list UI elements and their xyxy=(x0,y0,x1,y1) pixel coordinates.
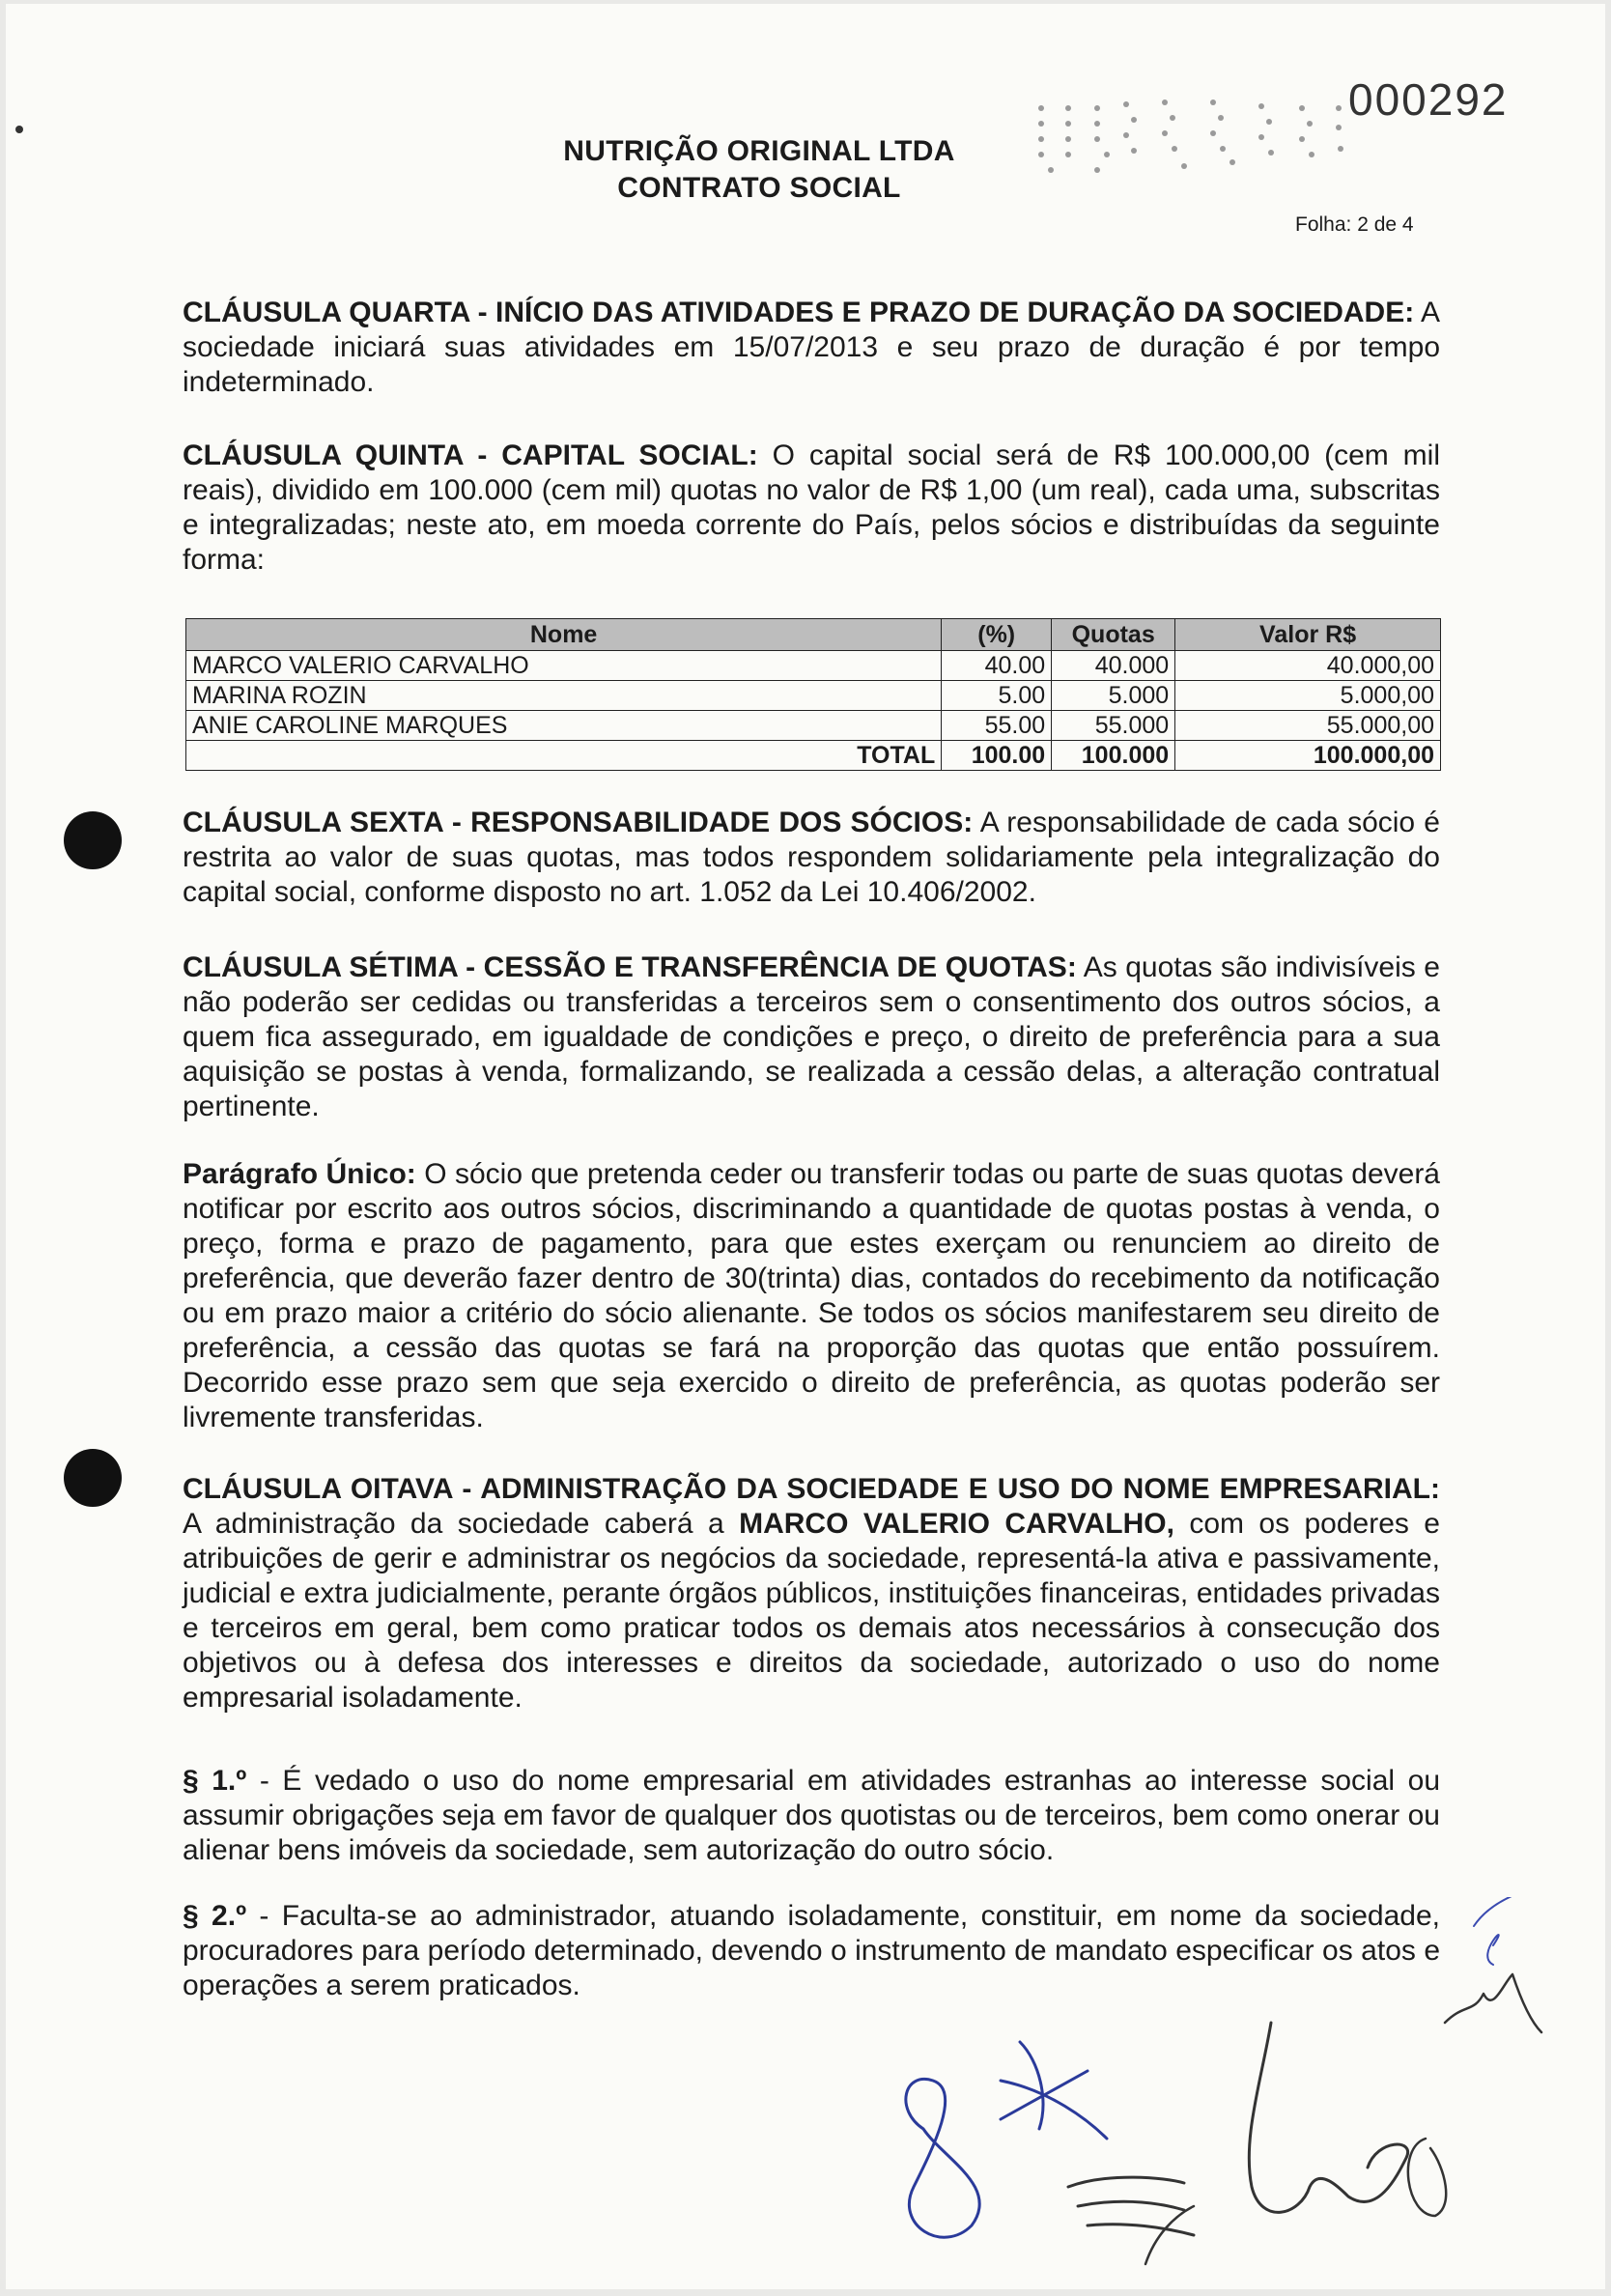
partner-percent: 5.00 xyxy=(942,681,1052,711)
partner-name: ANIE CAROLINE MARQUES xyxy=(186,711,942,741)
document-type: CONTRATO SOCIAL xyxy=(617,172,901,204)
company-name: NUTRIÇÃO ORIGINAL LTDA xyxy=(563,135,955,167)
table-total-row xyxy=(186,741,1441,771)
clause-sexta-title: CLÁUSULA SEXTA - RESPONSABILIDADE DOS SÓCIOS: xyxy=(183,807,974,838)
document-header xyxy=(489,133,1030,207)
clause-setima-text: As quotas são indivisíveis e não poderão ser cedidas ou transferidas a terceiros sem o consentimento dos outros sócios, a quem fica assegurado, em igualdade de condições e preço, o direito de preferência para a sua aquisição se postas à venda, formalizando, se realizada a cessão delas, a alteração contratual pertinente. xyxy=(183,951,1440,1122)
partner-percent: 40.00 xyxy=(942,651,1052,681)
registry-stamp-perforation xyxy=(1030,79,1358,205)
total-quotas: 100.000 xyxy=(1052,741,1175,771)
clause-oitava-text-before: A administração da sociedade caberá a xyxy=(183,1508,724,1540)
paragraph-unico xyxy=(183,1157,1440,1435)
clause-setima xyxy=(183,950,1440,1124)
paragraph-1-title: § 1.º xyxy=(183,1765,247,1797)
clause-quinta xyxy=(183,439,1440,578)
paragraph-2-text: - Faculta-se ao administrador, atuando isoladamente, constituir, em nome da sociedade, procuradores para período determinado, devendo o instrumento de mandato especificar os atos e operações a serem praticados. xyxy=(183,1900,1440,2001)
partner-value: 40.000,00 xyxy=(1175,651,1441,681)
column-header-percent: (%) xyxy=(942,619,1052,651)
initials-signature xyxy=(1001,2042,1107,2139)
table-row xyxy=(186,681,1441,711)
document-number: 000292 xyxy=(1348,74,1509,125)
clause-sexta xyxy=(183,806,1440,910)
punch-hole xyxy=(64,811,122,869)
clause-oitava-text-after: com os poderes e atribuições de gerir e administrar os negócios da sociedade, representá-la ativa e passivamente, judicial e extra judicialmente, perante órgãos públicos, instituições financeiras, entidades privadas e terceiros em geral, bem como praticar todos os demais atos necessários à consecução dos objetivos ou à defesa dos interesses e direitos da sociedade, autorizado o uso do nome empresarial isoladamente. xyxy=(183,1508,1440,1714)
paragraph-2-title: § 2.º xyxy=(183,1900,247,1932)
initials-signature xyxy=(1408,2139,1446,2216)
clause-quinta-text: O capital social será de R$ 100.000,00 (cem mil reais), dividido em 100.000 (cem mil) quotas no valor de R$ 1,00 (um real), cada uma, subscritas e integralizadas; neste ato, em moeda corrente do País, pelos sócios e distribuídas da seguinte forma: xyxy=(183,439,1440,576)
partner-name: MARCO VALERIO CARVALHO xyxy=(186,651,942,681)
clause-quarta-text: A sociedade iniciará suas atividades em 15/07/2013 e seu prazo de duração é por tempo indeterminado. xyxy=(183,297,1440,398)
handwritten-signatures xyxy=(856,1897,1609,2283)
paragraph-unico-title: Parágrafo Único: xyxy=(183,1158,416,1190)
paragraph-1-text: - É vedado o uso do nome empresarial em atividades estranhas ao interesse social ou assumir obrigações seja em favor de qualquer dos quotistas ou de terceiros, bem como onerar ou alienar bens imóveis da sociedade, sem autorização do outro sócio. xyxy=(183,1765,1441,1866)
column-header-name: Nome xyxy=(186,619,942,651)
document-page xyxy=(6,4,1605,2289)
partner-name: MARINA ROZIN xyxy=(186,681,942,711)
clause-quarta xyxy=(183,296,1440,400)
table-header-row xyxy=(186,619,1441,651)
administrator-name: MARCO VALERIO CARVALHO, xyxy=(739,1508,1174,1540)
punch-hole xyxy=(64,1449,122,1507)
column-header-value: Valor R$ xyxy=(1175,619,1441,651)
partner-quotas: 40.000 xyxy=(1052,651,1175,681)
scan-speck xyxy=(15,126,23,133)
clause-setima-title: CLÁUSULA SÉTIMA - CESSÃO E TRANSFERÊNCIA DE QUOTAS: xyxy=(183,951,1077,983)
initials-signature xyxy=(1068,2177,1194,2235)
partner-percent: 55.00 xyxy=(942,711,1052,741)
paragraph-unico-text: O sócio que pretenda ceder ou transferir todas ou parte de suas quotas deverá notificar por escrito aos outros sócios, discriminando a quantidade de quotas postas à venda, o preço, forma e prazo de pagamento, para que estes exerçam ou renunciem ao direito de preferência, que deverão fazer dentro de 30(trinta) dias, contados do recebimento da notificação ou em prazo maior a critério do sócio alienante. Se todos os sócios manifestarem seu direito de preferência, a cessão das quotas se fará na proporção das quotas que então possuírem. Decorrido esse prazo sem que seja exercido o direito de preferência, as quotas poderão ser livremente transferidas. xyxy=(183,1158,1440,1433)
initials-signature xyxy=(1445,1974,1541,2032)
initials-signature xyxy=(1145,2206,1194,2264)
clause-quarta-title: CLÁUSULA QUARTA - INÍCIO DAS ATIVIDADES E PRAZO DE DURAÇÃO DA SOCIEDADE: xyxy=(183,297,1415,328)
total-label: TOTAL xyxy=(186,741,942,771)
partner-value: 5.000,00 xyxy=(1175,681,1441,711)
table-row xyxy=(186,651,1441,681)
sheet-number: Folha: 2 de 4 xyxy=(1295,213,1414,236)
table-row xyxy=(186,711,1441,741)
initials-signature xyxy=(1474,1897,1570,1965)
partner-quotas: 55.000 xyxy=(1052,711,1175,741)
clause-oitava xyxy=(183,1472,1440,1715)
paragraph-1 xyxy=(183,1764,1440,1868)
total-percent: 100.00 xyxy=(942,741,1052,771)
total-value: 100.000,00 xyxy=(1175,741,1441,771)
quota-distribution-table xyxy=(185,618,1441,771)
partner-value: 55.000,00 xyxy=(1175,711,1441,741)
initials-signature xyxy=(1249,2023,1407,2212)
clause-oitava-title: CLÁUSULA OITAVA - ADMINISTRAÇÃO DA SOCIEDADE E USO DO NOME EMPRESARIAL: xyxy=(183,1473,1440,1505)
clause-quinta-title: CLÁUSULA QUINTA - CAPITAL SOCIAL: xyxy=(183,439,758,471)
column-header-quotas: Quotas xyxy=(1052,619,1175,651)
partner-quotas: 5.000 xyxy=(1052,681,1175,711)
clause-sexta-text: A responsabilidade de cada sócio é restrita ao valor de suas quotas, mas todos respondem solidariamente pela integralização do capital social, conforme disposto no art. 1.052 da Lei 10.406/2002. xyxy=(183,807,1440,908)
initials-signature xyxy=(906,2079,979,2237)
